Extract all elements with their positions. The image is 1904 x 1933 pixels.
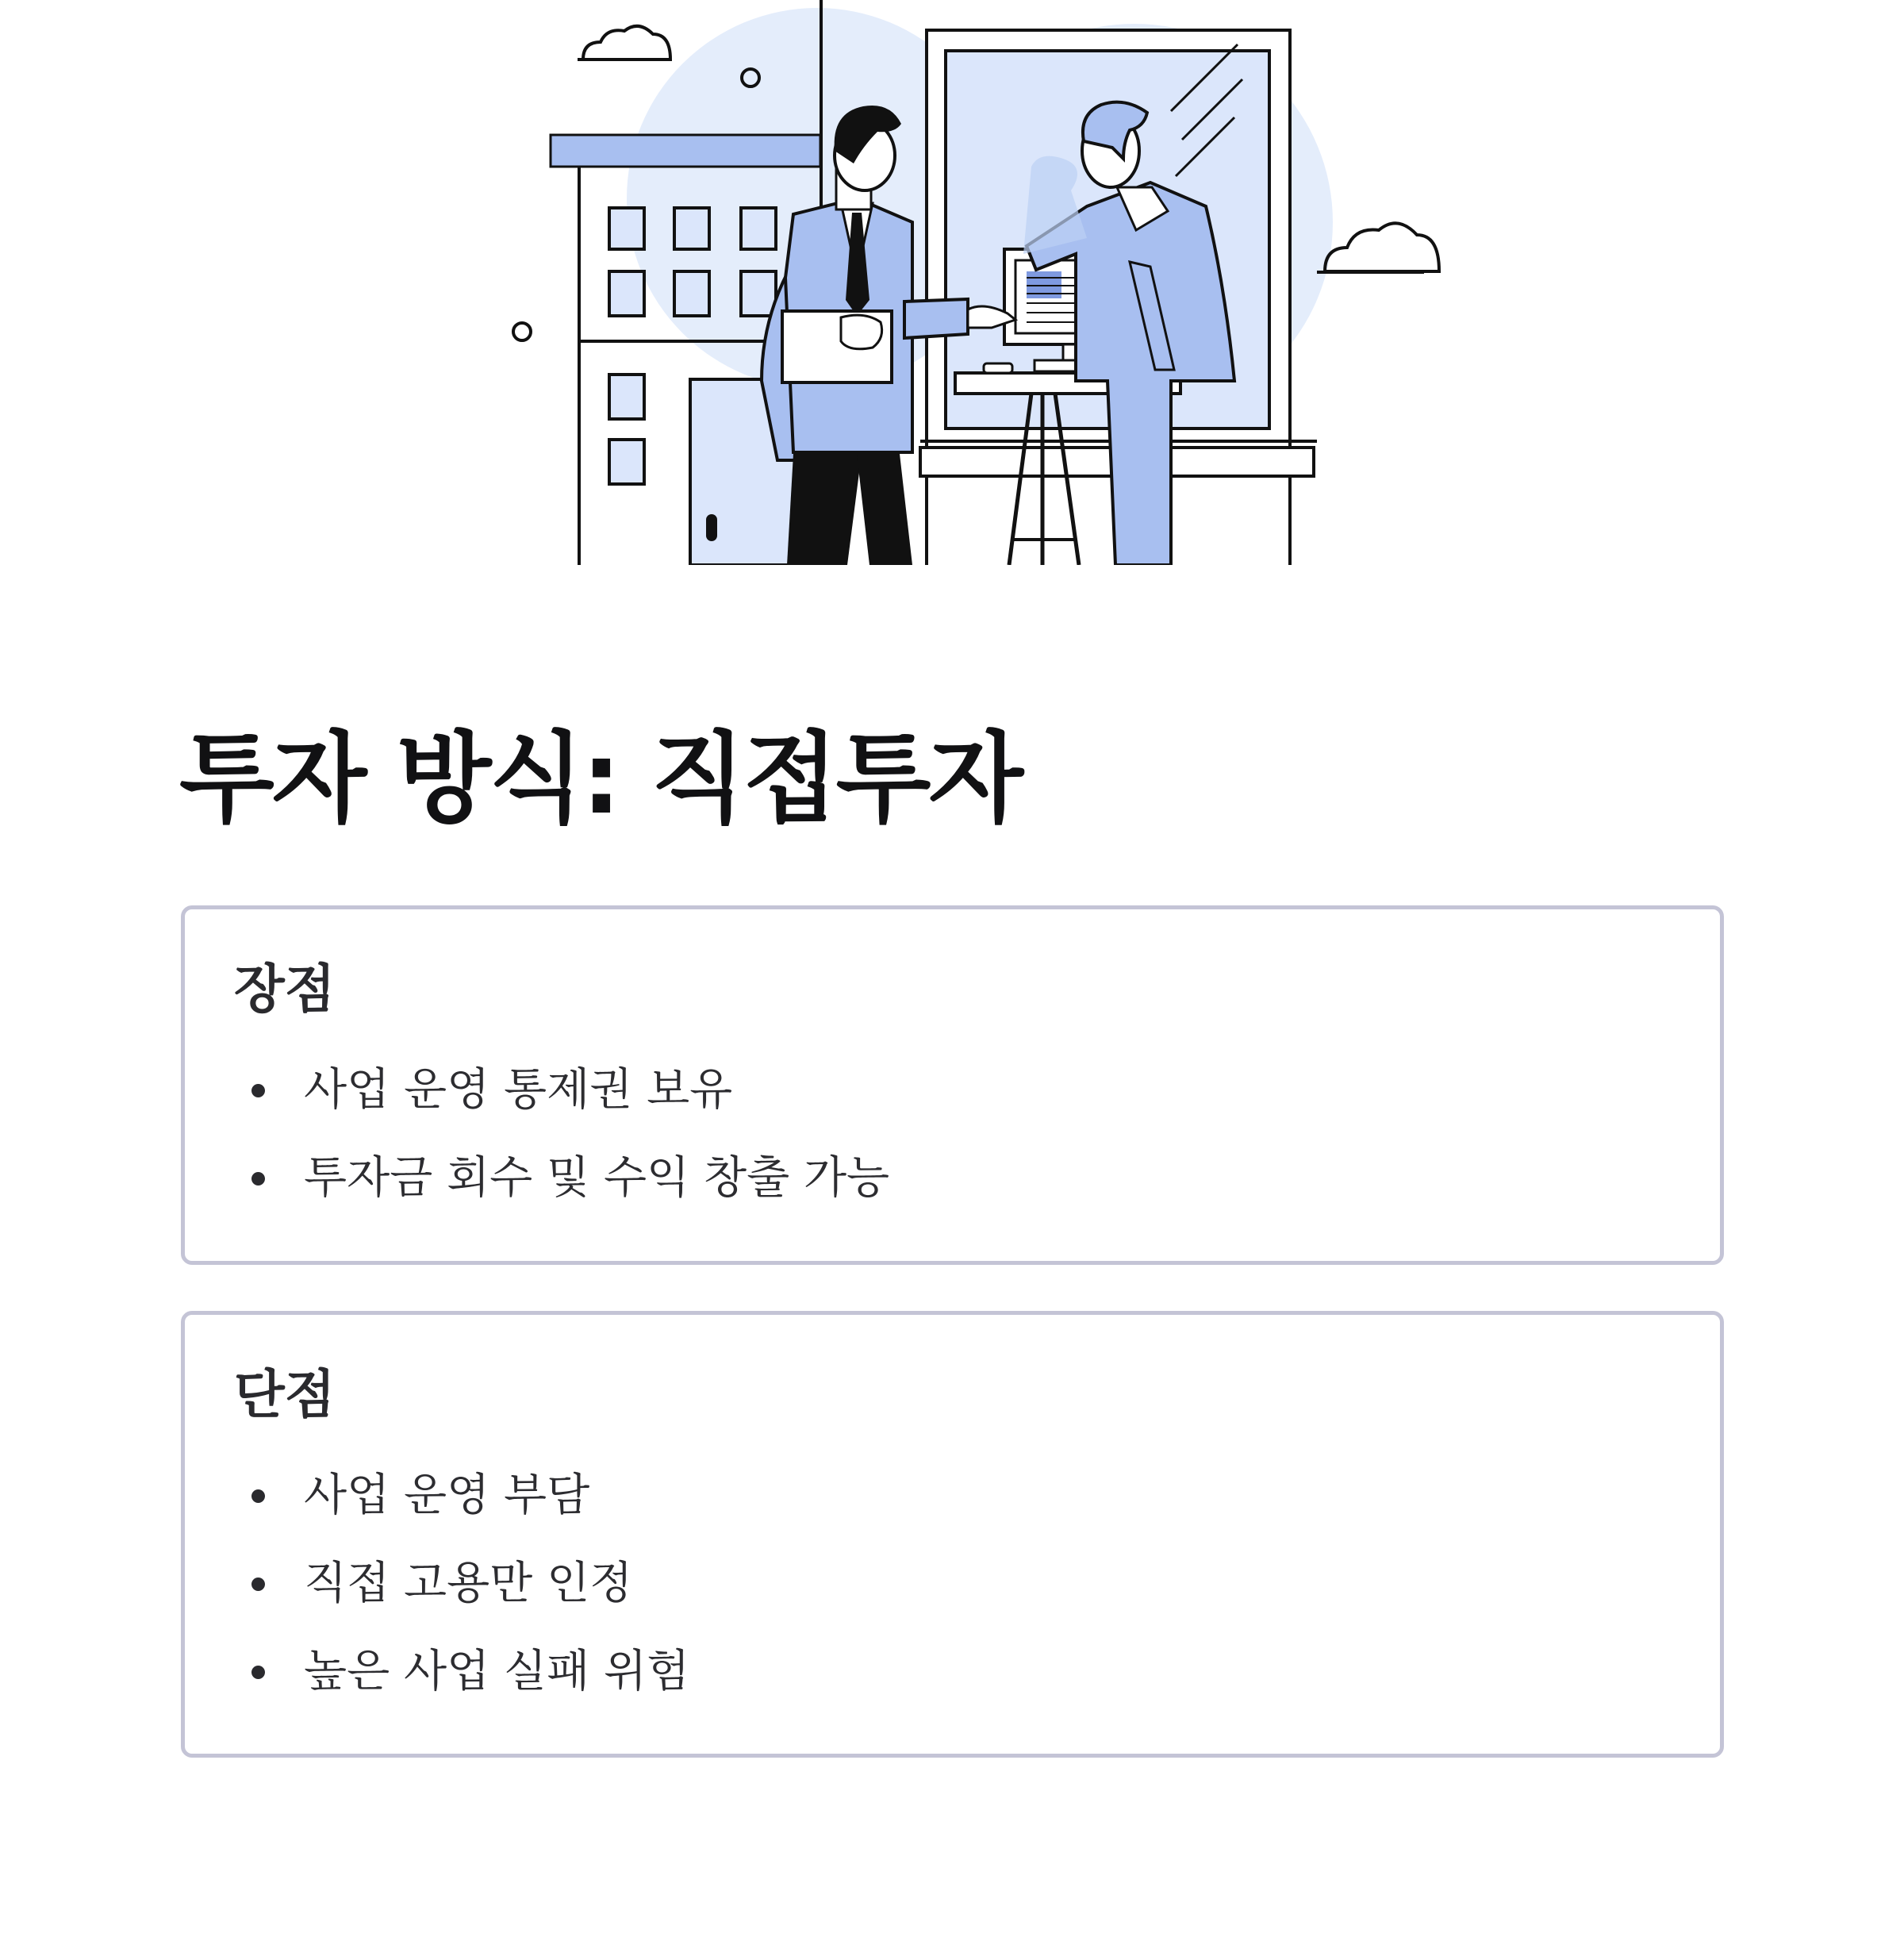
pros-title: 장점 bbox=[234, 959, 336, 1020]
bullet-icon bbox=[251, 1084, 265, 1097]
bullet-icon bbox=[251, 1489, 265, 1503]
pros-list-item bbox=[185, 1046, 889, 1134]
page-title: 투자 방식: 직접투자 bbox=[179, 722, 1022, 836]
cons-item-text: 직접 고용만 인정 bbox=[304, 1558, 633, 1609]
cloud-icon bbox=[1317, 223, 1439, 272]
business-meeting-illustration bbox=[0, 0, 1904, 565]
cons-list-item bbox=[185, 1627, 689, 1716]
cons-card bbox=[181, 1311, 1724, 1758]
cons-list-item bbox=[185, 1539, 689, 1627]
pros-list bbox=[185, 1046, 889, 1222]
pros-card bbox=[181, 905, 1724, 1265]
bullet-icon bbox=[251, 1578, 265, 1591]
hero-illustration bbox=[0, 0, 1904, 565]
bullet-icon bbox=[251, 1666, 265, 1679]
pros-list-item bbox=[185, 1134, 889, 1222]
cons-title: 단점 bbox=[234, 1364, 336, 1425]
cons-item-text: 높은 사업 실패 위험 bbox=[304, 1646, 690, 1697]
small-circle-shape bbox=[513, 323, 531, 340]
cons-list-item bbox=[185, 1451, 689, 1539]
pros-item-text: 사업 운영 통제권 보유 bbox=[304, 1064, 733, 1116]
cloud-icon bbox=[578, 26, 670, 60]
pros-item-text: 투자금 회수 및 수익 창출 가능 bbox=[304, 1152, 890, 1204]
bullet-icon bbox=[251, 1172, 265, 1186]
cons-item-text: 사업 운영 부담 bbox=[304, 1470, 590, 1521]
cons-list bbox=[185, 1451, 689, 1716]
